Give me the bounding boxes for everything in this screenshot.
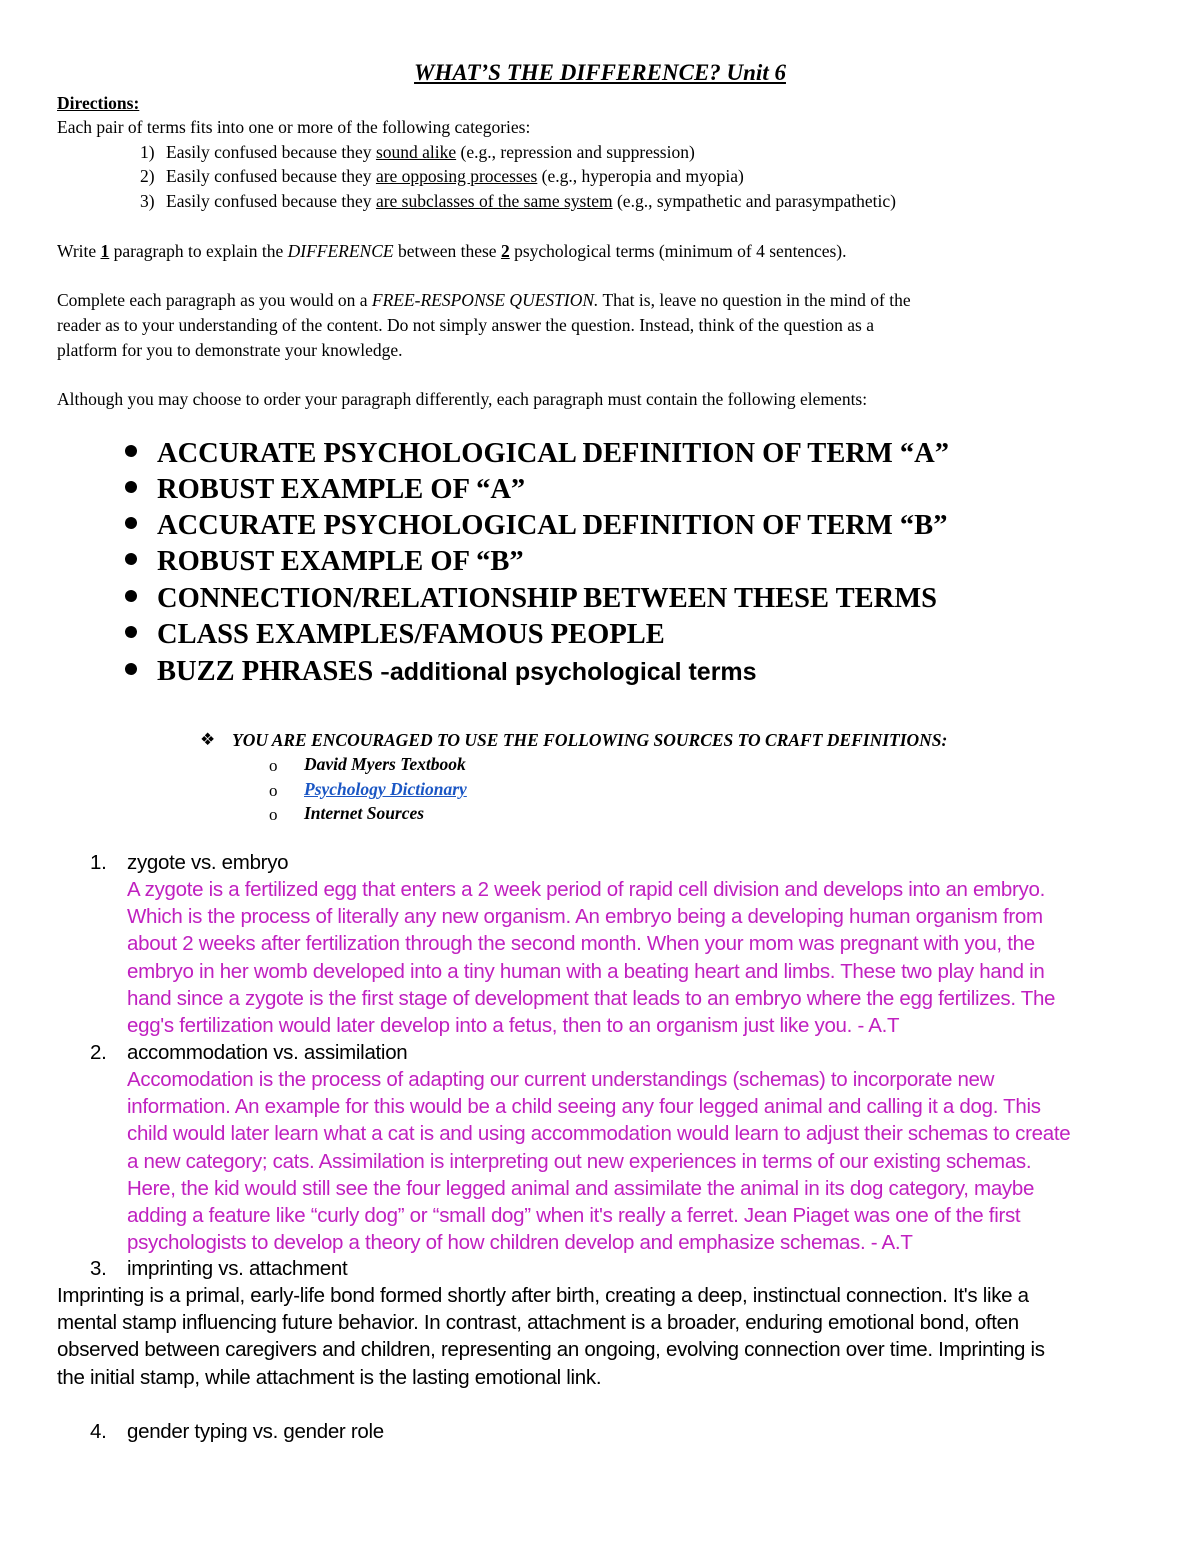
category-3: 3) Easily confused because they are subclasses of the same system (e.g., sympathetic and parasympathetic) [140, 191, 896, 211]
category-1: 1) Easily confused because they sound alike (e.g., repression and suppression) [140, 142, 695, 162]
answer-line: about 2 weeks after fertilization through the second month. When your mom was pregnant with you, the [127, 932, 1035, 956]
bullet-icon [125, 517, 137, 529]
write-instruction: Write 1 paragraph to explain the DIFFERENCE between these 2 psychological terms (minimum of 4 sentences). [57, 241, 847, 261]
document-title: WHAT’S THE DIFFERENCE? Unit 6 [414, 60, 786, 85]
circle-bullet-icon: o [269, 805, 278, 824]
answer-line: Here, the kid would still see the four legged animal and assimilate the animal in its dog category, maybe [127, 1176, 1035, 1200]
complete-instruction-line-1: Complete each paragraph as you would on a FREE-RESPONSE QUESTION. That is, leave no question in the mind of the [57, 290, 911, 310]
answer-line: a new category; cats. Assimilation is interpreting out new experiences in terms of our existing schemas. [127, 1149, 1032, 1173]
question-2-term: 2. accommodation vs. assimilation [90, 1041, 408, 1064]
bullet-icon [125, 626, 137, 638]
directions-intro: Each pair of terms fits into one or more of the following categories: [57, 117, 531, 137]
question-4-term: 4. gender typing vs. gender role [90, 1420, 384, 1443]
question-3-answer [57, 1282, 1147, 1391]
bullet-icon [125, 445, 137, 457]
answer-line: adding a feature like “curly dog” or “small dog” when it's really a ferret. Jean Piaget was one of the first [127, 1204, 1021, 1228]
although-instruction: Although you may choose to order your paragraph differently, each paragraph must contain the following elements: [57, 389, 868, 409]
answer-line: psychologists to develop a theory of how children develop and emphasize schemas. - A.T [127, 1231, 913, 1255]
answer-line: Accomodation is the process of adapting our current understandings (schemas) to incorporate new [127, 1068, 995, 1091]
element-item-buzz: BUZZ PHRASES -additional psychological terms [125, 655, 757, 689]
source-item [269, 778, 467, 800]
answer-line: hand since a zygote is the first stage of development that leads to an embryo where the egg fertilizes. The [127, 986, 1056, 1010]
category-2: 2) Easily confused because they are opposing processes (e.g., hyperopia and myopia) [140, 166, 744, 186]
answer-line: child would later learn what a cat is and using accommodation would learn to adjust their schemas to create [127, 1122, 1071, 1146]
element-item: ROBUST EXAMPLE OF “A” [125, 473, 525, 507]
bullet-icon [125, 663, 137, 675]
circle-bullet-icon: o [269, 781, 278, 800]
element-item: ROBUST EXAMPLE OF “B” [125, 545, 524, 579]
diamond-bullet-icon: ❖ [200, 730, 216, 749]
element-item: CONNECTION/RELATIONSHIP BETWEEN THESE TERMS [125, 582, 937, 616]
psychology-dictionary-link[interactable]: Psychology Dictionary [304, 779, 467, 799]
answer-line: A zygote is a fertilized egg that enters a 2 week period of rapid cell division and develops into an embryo. [127, 878, 1045, 901]
circle-bullet-icon: o [269, 756, 278, 775]
source-item: o David Myers Textbook [269, 754, 466, 775]
question-1-term: 1. zygote vs. embryo [90, 851, 289, 874]
bullet-icon [125, 590, 137, 602]
question-1-answer [127, 876, 1147, 1039]
bullet-icon [125, 553, 137, 565]
answer-line: information. An example for this would be a child seeing any four legged animal and calling it a dog. This [127, 1095, 1041, 1119]
element-item: CLASS EXAMPLES/FAMOUS PEOPLE [125, 618, 665, 652]
complete-instruction-line-3: platform for you to demonstrate your knowledge. [57, 340, 403, 360]
answer-line: observed between caregivers and children, representing an ongoing, evolving connection over time. Imprinting is [57, 1338, 1045, 1362]
element-item: ACCURATE PSYCHOLOGICAL DEFINITION OF TERM “A” [125, 437, 949, 471]
question-3-term: 3. imprinting vs. attachment [90, 1257, 348, 1280]
source-item: o Internet Sources [269, 803, 425, 824]
answer-line: Imprinting is a primal, early-life bond formed shortly after birth, creating a deep, instinctual connection. It's like a [57, 1284, 1029, 1307]
answer-line: egg's fertilization would later develop into a fetus, then to an organism just like you. - A.T [127, 1014, 900, 1038]
answer-line: the initial stamp, while attachment is the lasting emotional link. [57, 1365, 602, 1389]
question-2-answer [127, 1066, 1147, 1256]
answer-line: embryo in her womb developed into a tiny human with a beating heart and limbs. These two play hand in [127, 959, 1045, 983]
answer-line: mental stamp influencing future behavior. In contrast, attachment is a broader, enduring emotional bond, often [57, 1311, 1019, 1335]
directions-heading: Directions: [57, 93, 140, 113]
complete-instruction-line-2: reader as to your understanding of the content. Do not simply answer the question. Instead, think of the question as a [57, 315, 874, 335]
answer-line: Which is the process of literally any new organism. An embryo being a developing human organism from [127, 905, 1043, 929]
element-item: ACCURATE PSYCHOLOGICAL DEFINITION OF TERM “B” [125, 509, 947, 543]
bullet-icon [125, 481, 137, 493]
sources-heading: ❖ YOU ARE ENCOURAGED TO USE THE FOLLOWING SOURCES TO CRAFT DEFINITIONS: [200, 730, 948, 750]
